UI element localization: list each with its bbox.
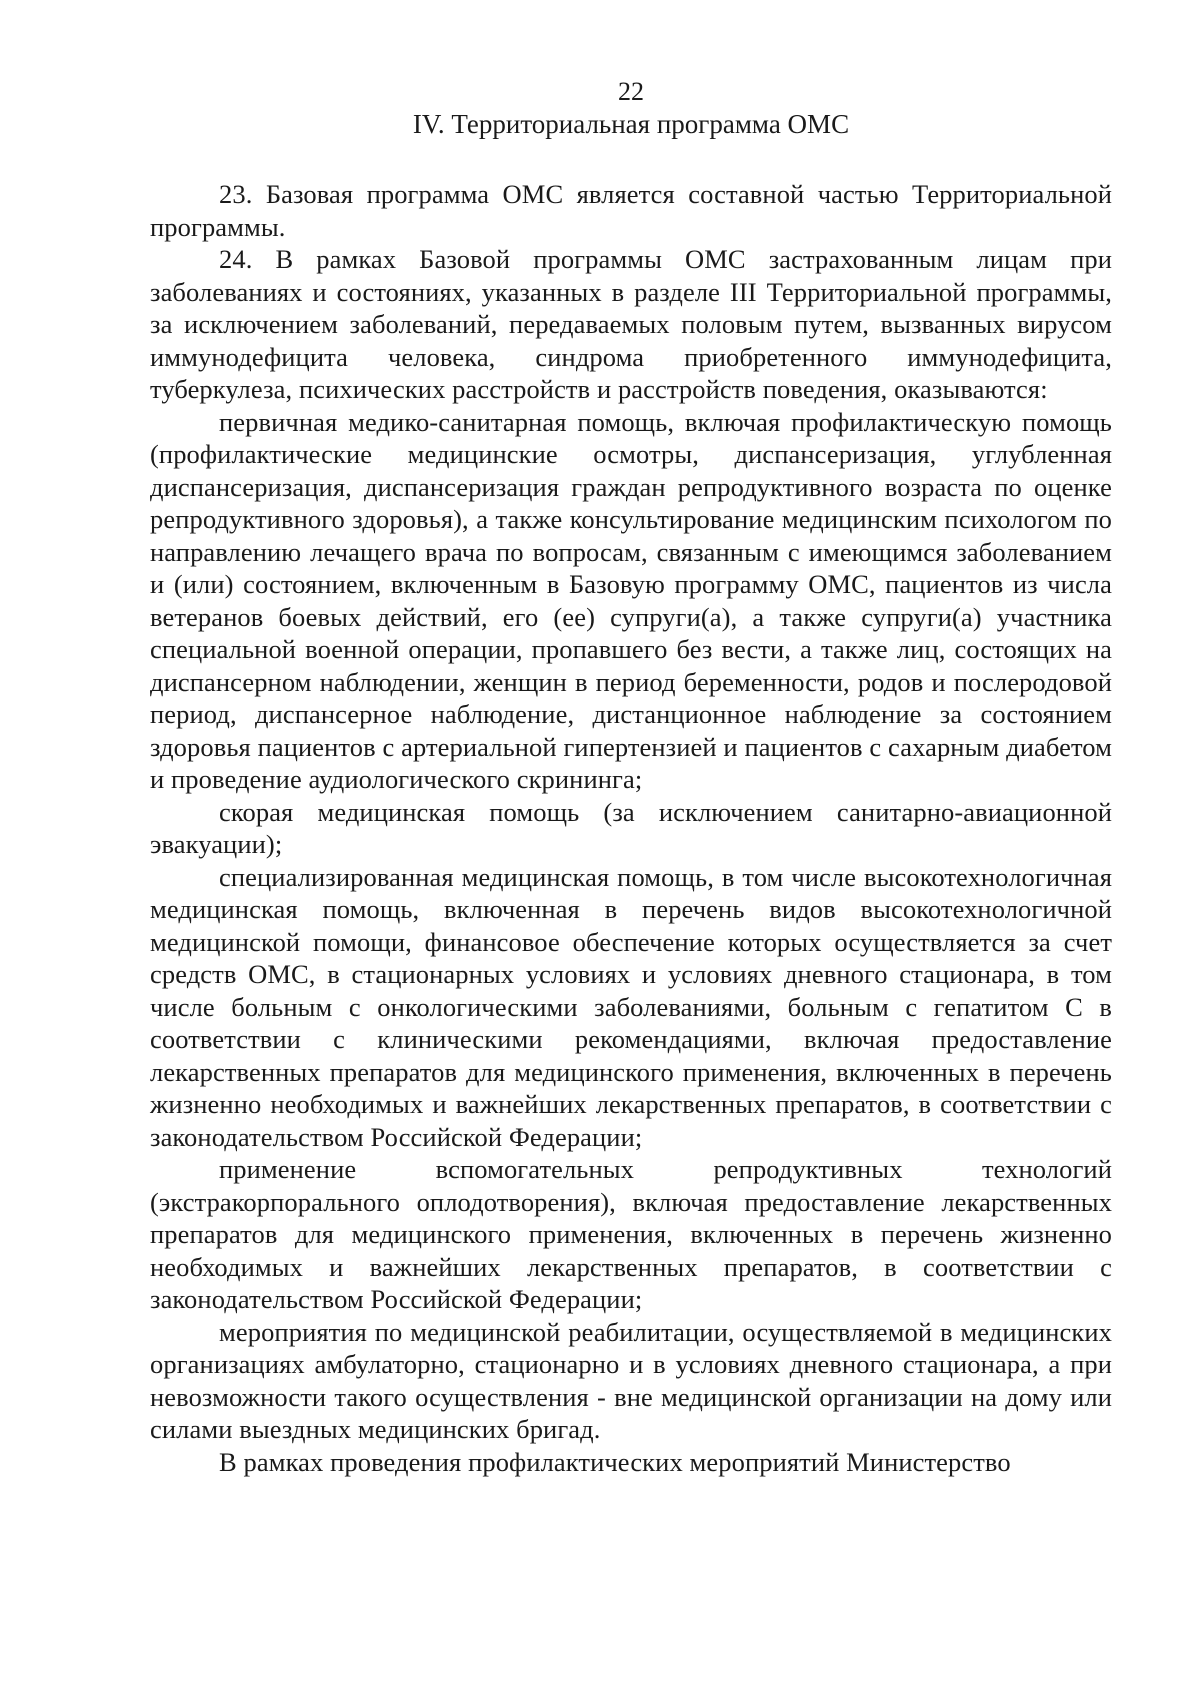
paragraph-preventive-measures: В рамках проведения профилактических мероприятий Министерство	[219, 1446, 1011, 1477]
paragraph-23: 23. Базовая программа ОМС является составной частью Территориальной программы.	[150, 179, 1112, 242]
page-number: 22	[618, 77, 644, 106]
document-body	[150, 178, 1112, 1478]
list-item-specialized-care: специализированная медицинская помощь, в том числе высокотехнологичная медицинская помощь, включенная в перечень видов высокотехнологичной медицинской помощи, финансовое обеспечение которых осуществляется за счет средств ОМС, в стационарных условиях и условиях дневного стационара, в том числе больным с онкологическими заболеваниями, больным с гепатитом С в соответствии с клиническими рекомендациями, включая предоставление лекарственных препаратов для медицинского применения, включенных в перечень жизненно необходимых и важнейших лекарственных препаратов, в соответствии с законодательством Российской Федерации;	[150, 861, 1112, 1152]
list-item-rehabilitation: мероприятия по медицинской реабилитации, осуществляемой в медицинских организациях амбулаторно, стационарно и в условиях дневного стационара, а при невозможности такого осуществления - вне медицинской организации на дому или силами выездных медицинских бригад.	[150, 1316, 1112, 1444]
list-item-emergency-care: скорая медицинская помощь (за исключением санитарно-авиационной эвакуации);	[150, 796, 1112, 859]
list-item-reproductive-technologies: применение вспомогательных репродуктивных технологий (экстракорпорального оплодотворения), включая предоставление лекарственных препаратов для медицинского применения, включенных в перечень жизненно необходимых и важнейших лекарственных препаратов, в соответствии с законодательством Российской Федерации;	[150, 1154, 1112, 1314]
section-title: IV. Территориальная программа ОМС	[412, 109, 850, 139]
list-item-primary-care: первичная медико-санитарная помощь, включая профилактическую помощь (профилактические медицинские осмотры, диспансеризация, углубленная диспансеризация, диспансеризация граждан репродуктивного возраста по оценке репродуктивного здоровья), а также консультирование медицинским психологом по направлению лечащего врача по вопросам, связанным с имеющимся заболеванием и (или) состоянием, включенным в Базовую программу ОМС, пациентов из числа ветеранов боевых действий, его (ее) супруги(а), а также супруги(а) участника специальной военной операции, пропавшего без вести, а также лиц, состоящих на диспансерном наблюдении, женщин в период беременности, родов и послеродовой период, диспансерное наблюдение, дистанционное наблюдение за состоянием здоровья пациентов с артериальной гипертензией и пациентов с сахарным диабетом и проведение аудиологического скрининга;	[150, 406, 1112, 794]
paragraph-24: 24. В рамках Базовой программы ОМС застрахованным лицам при заболеваниях и состояниях, указанных в разделе III Территориальной программы, за исключением заболеваний, передаваемых половым путем, вызванных вирусом иммунодефицита человека, синдрома приобретенного иммунодефицита, туберкулеза, психических расстройств и расстройств поведения, оказываются:	[150, 244, 1112, 404]
